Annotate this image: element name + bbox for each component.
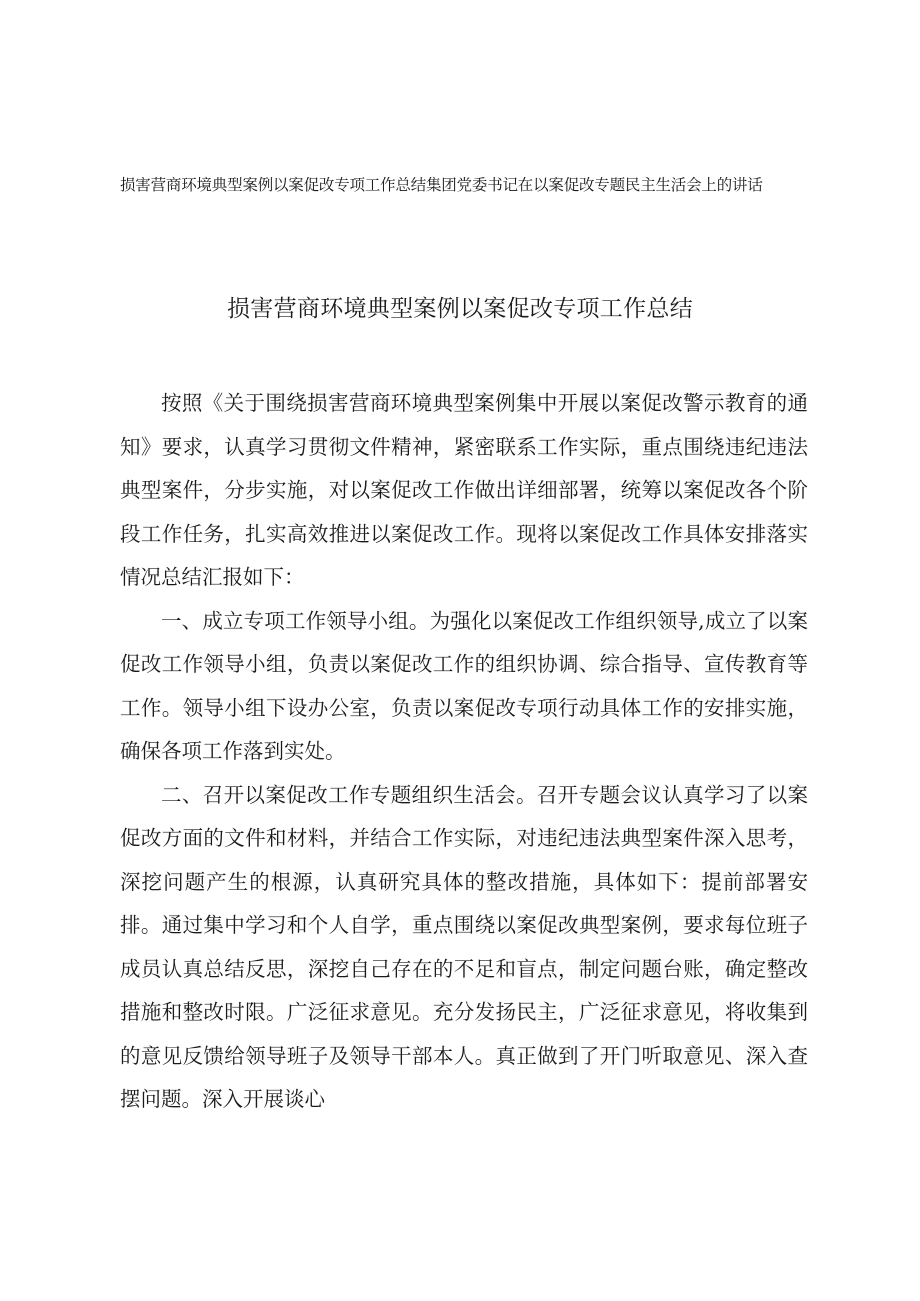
paragraph-intro: 按照《关于围绕损害营商环境典型案例集中开展以案促改警示教育的通知》要求，认真学习贯彻文件精神，紧密联系工作实际，重点围绕违纪违法典型案件，分步实施，对以案促改工作做出详细部署，统筹以案促改各个阶段工作任务，扎实高效推进以案促改工作。现将以案促改工作具体安排落实情况总结汇报如下：	[120, 391, 808, 589]
document-header: 损害营商环境典型案例以案促改专项工作总结集团党委书记在以案促改专题民主生活会上的讲话	[120, 176, 763, 194]
paragraph-section-one: 一、成立专项工作领导小组。为强化以案促改工作组织领导,成立了以案促改工作领导小组，负责以案促改工作的组织协调、综合指导、宣传教育等工作。领导小组下设办公室，负责以案促改专项行动具体工作的安排实施，确保各项工作落到实处。	[120, 608, 808, 763]
paragraph-section-two: 二、召开以案促改工作专题组织生活会。召开专题会议认真学习了以案促改方面的文件和材料，并结合工作实际，对违纪违法典型案件深入思考，深挖问题产生的根源，认真研究具体的整改措施，具体如下：提前部署安排。通过集中学习和个人自学，重点围绕以案促改典型案例，要求每位班子成员认真总结反思，深挖自己存在的不足和盲点，制定问题台账，确定整改措施和整改时限。广泛征求意见。充分发扬民主，广泛征求意见，将收集到的意见反馈给领导班子及领导干部本人。真正做到了开门听取意见、深入查摆问题。深入开展谈心	[120, 782, 808, 1111]
document-body	[120, 382, 808, 1122]
page-title: 损害营商环境典型案例以案促改专项工作总结	[227, 296, 693, 322]
